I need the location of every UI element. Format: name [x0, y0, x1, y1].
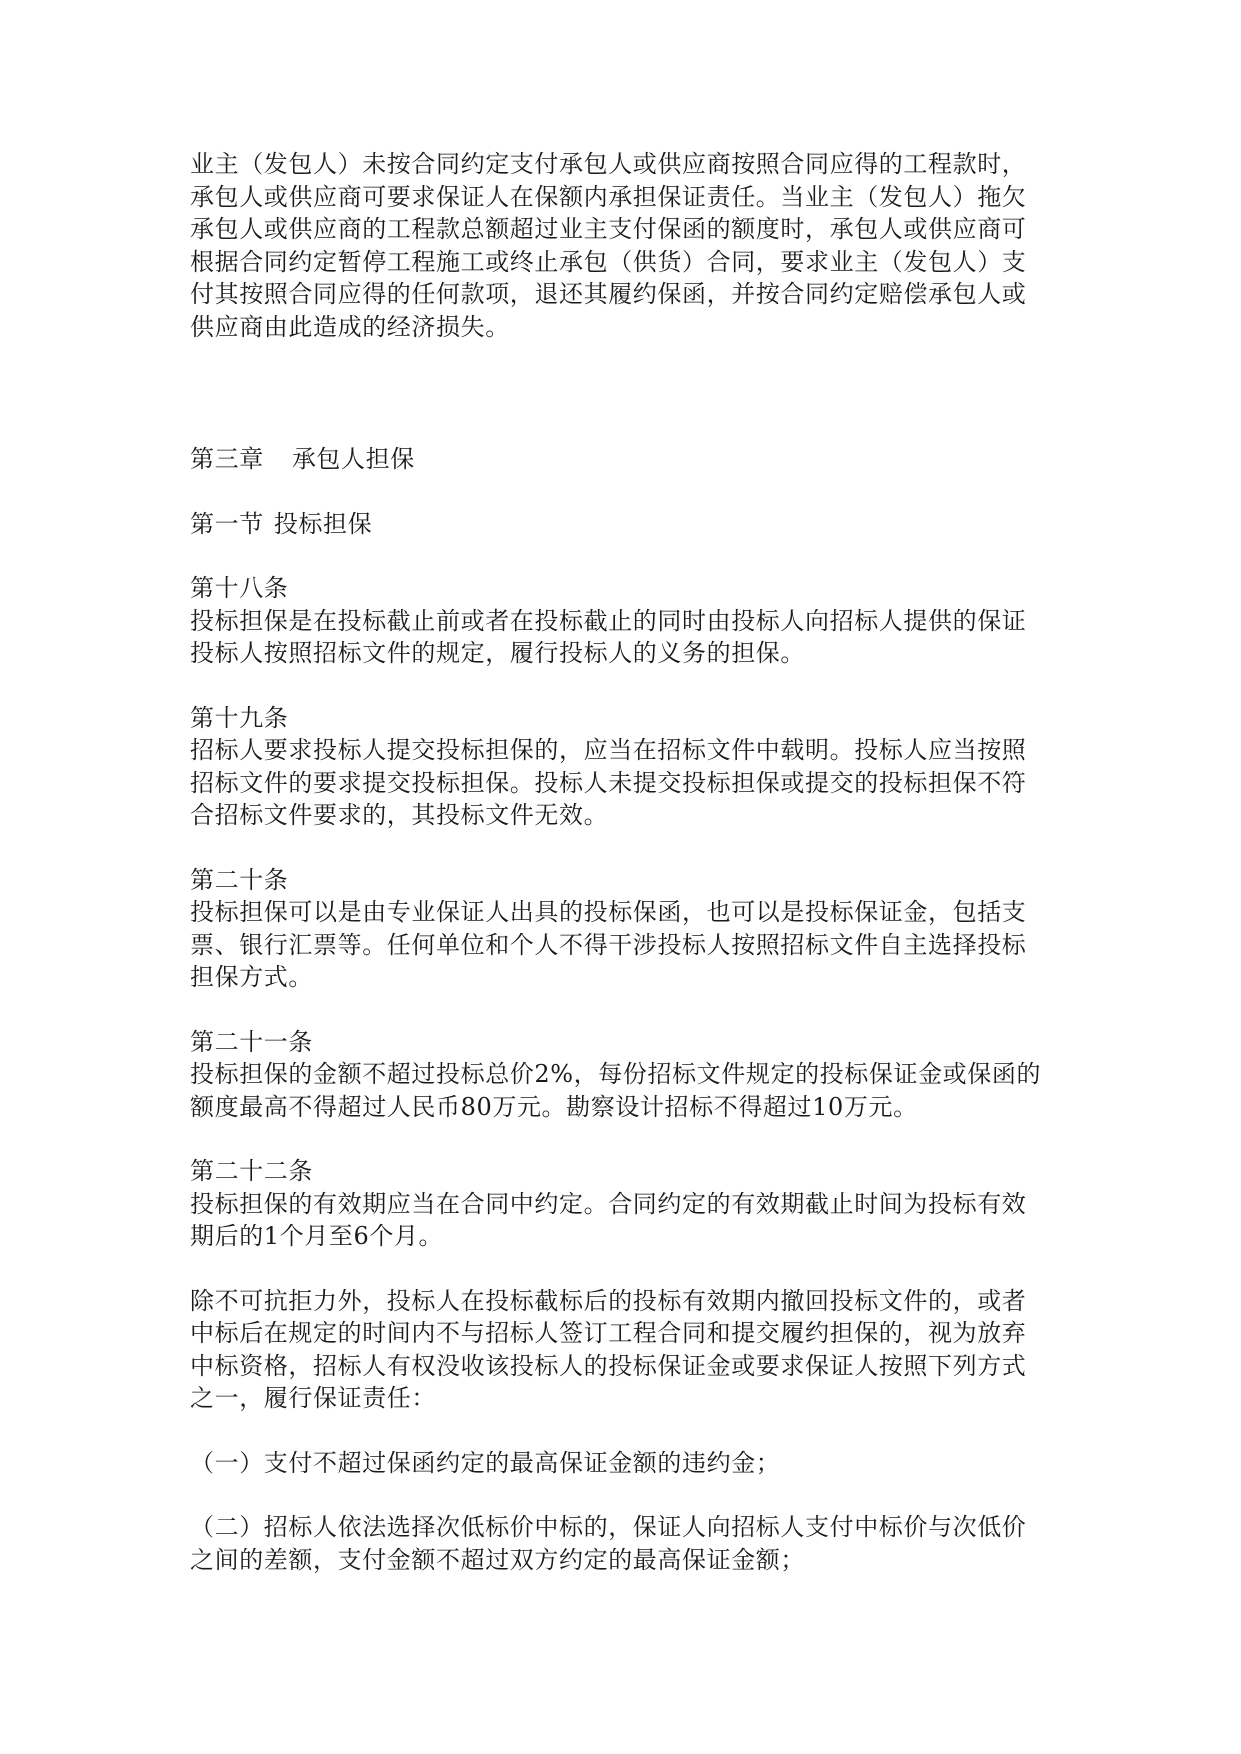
article-text: 投标担保是在投标截止前或者在投标截止的同时由投标人向招标人提供的保证投标人按照招标文件的规定，履行投标人的义务的担保。	[190, 606, 1027, 667]
forfeiture-paragraph: 除不可抗拒力外，投标人在投标截标后的投标有效期内撤回投标文件的，或者中标后在规定的时间内不与招标人签订工程合同和提交履约担保的，视为放弃中标资格，招标人有权没收该投标人的投标保证金或要求保证人按照下列方式之一，履行保证责任：	[190, 1286, 1027, 1412]
article-heading: 第二十一条	[190, 1027, 313, 1056]
article-heading: 第十八条	[190, 574, 289, 602]
list-item-1: （一）支付不超过保函约定的最高保证金额的违约金；	[190, 1448, 781, 1477]
article-text: 投标担保的有效期应当在合同中约定。合同约定的有效期截止时间为投标有效期后的1个月至6个月。	[190, 1189, 1027, 1250]
chapter-number: 第三章	[190, 445, 264, 473]
chapter-heading	[190, 443, 1050, 476]
article-22	[190, 1155, 1050, 1253]
article-text: 招标人要求投标人提交投标担保的，应当在招标文件中载明。投标人应当按照招标文件的要求提交投标担保。投标人未提交投标担保或提交的投标担保不符合招标文件要求的，其投标文件无效。	[190, 736, 1027, 829]
article-heading: 第十九条	[190, 703, 289, 732]
article-heading: 第二十二条	[190, 1157, 313, 1185]
article-20	[190, 864, 1050, 994]
document-body	[190, 148, 1050, 1608]
article-text: 投标担保的金额不超过投标总价2%，每份招标文件规定的投标保证金或保函的额度最高不得超过人民币80万元。勘察设计招标不得超过10万元。	[190, 1060, 1042, 1121]
article-text: 投标担保可以是由专业保证人出具的投标保函，也可以是投标保证金，包括支票、银行汇票等。任何单位和个人不得干涉投标人按照招标文件自主选择投标担保方式。	[190, 898, 1027, 991]
list-item-2: （二）招标人依法选择次低标价中标的，保证人向招标人支付中标价与次低价之间的差额，支付金额不超过双方约定的最高保证金额；	[190, 1513, 1027, 1574]
article-heading: 第二十条	[190, 865, 289, 894]
article-19	[190, 702, 1050, 832]
article-18	[190, 572, 1050, 670]
chapter-title: 承包人担保	[291, 445, 415, 473]
article-21	[190, 1026, 1050, 1124]
section-title: 投标担保	[273, 509, 373, 538]
section-heading	[190, 508, 1050, 541]
intro-paragraph: 业主（发包人）未按合同约定支付承包人或供应商按照合同应得的工程款时，承包人或供应商可要求保证人在保额内承担保证责任。当业主（发包人）拖欠承包人或供应商的工程款总额超过业主支付保函的额度时，承包人或供应商可根据合同约定暂停工程施工或终止承包（供货）合同，要求业主（发包人）支付其按照合同应得的任何款项，退还其履约保函，并按合同约定赔偿承包人或供应商由此造成的经济损失。	[190, 150, 1027, 341]
section-number: 第一节	[190, 509, 264, 538]
